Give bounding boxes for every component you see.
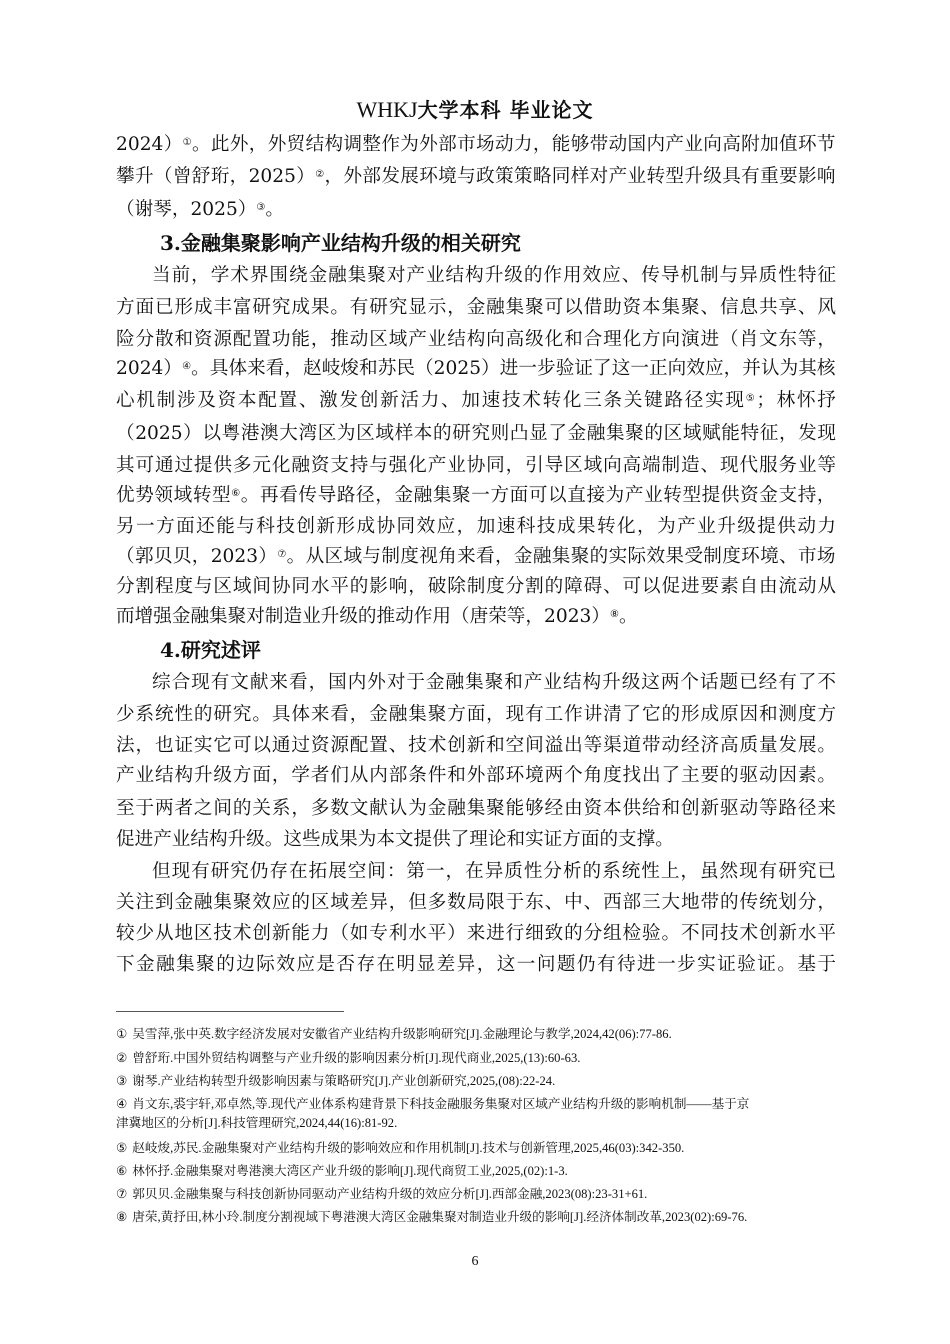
body-line: 当前，学术界围绕金融集聚对产业结构升级的作用效应、传导机制与异质性特征 — [152, 265, 836, 286]
body-line: 险分散和资源配置功能，推动区域产业结构向高级化和合理化方向演进（肖文东等， — [116, 329, 836, 350]
footnote-text: 曾舒珩.中国外贸结构调整与产业升级的影响因素分析[J].现代商业,2025,(13):60-63. — [132, 1051, 581, 1065]
footnote-mark: ② — [116, 1050, 128, 1065]
citation-mark: ① — [182, 137, 192, 148]
body-line: 方面已形成丰富研究成果。有研究显示，金融集聚可以借助资本集聚、信息共享、风 — [116, 297, 836, 318]
citation-mark: ⑥ — [231, 488, 241, 499]
citation-mark: ② — [315, 169, 325, 180]
footnote — [116, 1161, 840, 1181]
footnote-mark: ③ — [116, 1073, 128, 1088]
body-line: 下金融集聚的边际效应是否存在明显差异，这一问题仍有待进一步实证验证。基于 — [116, 954, 836, 975]
body-line: 攀升（曾舒珩，2025）②，外部发展环境与政策策略同样对产业转型升级具有重要影响 — [116, 166, 836, 187]
citation-mark: ⑧ — [610, 609, 619, 620]
body-line: （郭贝贝，2023）⑦。从区域与制度视角来看，金融集聚的实际效果受制度环境、市场 — [116, 546, 836, 567]
body-line: 关注到金融集聚效应的区域差异，但多数局限于东、中、西部三大地带的传统划分， — [116, 892, 836, 913]
footnote — [116, 1071, 840, 1091]
body-line: 优势领域转型⑥。再看传导路径，金融集聚一方面可以直接为产业转型提供资金支持， — [116, 485, 836, 506]
body-line: 其可通过提供多元化融资支持与强化产业协同，引导区域向高端制造、现代服务业等 — [116, 455, 836, 476]
footnote-divider — [116, 1011, 344, 1012]
header-latin: WHKJ — [356, 97, 418, 122]
footnote-mark: ⑥ — [116, 1163, 128, 1178]
footnote — [116, 1184, 840, 1204]
body-line: 而增强金融集聚对制造业升级的推动作用（唐荣等，2023）⑧。 — [116, 606, 638, 627]
footnote-continuation — [116, 1114, 840, 1133]
footnote-mark: ⑤ — [116, 1140, 128, 1155]
body-line: 另一方面还能与科技创新形成协同效应，加速科技成果转化，为产业升级提供动力 — [116, 516, 836, 537]
body-line: 较少从地区技术创新能力（如专利水平）来进行细致的分组检验。不同技术创新水平 — [116, 923, 836, 944]
footnote-text: 谢琴.产业结构转型升级影响因素与策略研究[J].产业创新研究,2025,(08):22-24. — [132, 1074, 556, 1088]
body-line: 少系统性的研究。具体来看，金融集聚方面，现有工作讲清了它的形成原因和测度方 — [116, 704, 836, 725]
page-header — [0, 94, 950, 123]
header-title: 大学本科 毕业论文 — [417, 98, 594, 122]
footnote-text: 林怀抒.金融集聚对粤港澳大湾区产业升级的影响[J].现代商贸工业,2025,(02):1-3. — [132, 1164, 568, 1178]
body-line: （2025）以粤港澳大湾区为区域样本的研究则凸显了金融集聚的区域赋能特征，发现 — [116, 423, 836, 444]
footnote — [116, 1024, 840, 1044]
footnote-text: 吴雪萍,张中英.数字经济发展对安徽省产业结构升级影响研究[J].金融理论与教学,2024,42(06):77-86. — [132, 1027, 672, 1041]
citation-mark: ⑤ — [745, 393, 757, 404]
body-line: 2024）④。具体来看，赵岐焌和苏民（2025）进一步验证了这一正向效应，并认为其核 — [116, 358, 836, 379]
footnote — [116, 1207, 840, 1227]
footnote-mark: ⑧ — [116, 1209, 128, 1224]
footnote-mark: ⑦ — [116, 1186, 128, 1201]
citation-mark: ④ — [182, 361, 192, 372]
body-line: 产业结构升级方面，学者们从内部条件和外部环境两个角度找出了主要的驱动因素。 — [116, 765, 836, 786]
body-line: 分割程度与区域间协同水平的影响，破除制度分割的障碍、可以促进要素自由流动从 — [116, 576, 836, 597]
footnote-text: 郭贝贝.金融集聚与科技创新协同驱动产业结构升级的效应分析[J].西部金融,2023(08):23-31+61. — [132, 1187, 648, 1201]
footnote — [116, 1048, 840, 1068]
citation-mark: ③ — [256, 202, 266, 213]
footnote-mark: ④ — [116, 1096, 128, 1111]
footnote-text: 赵岐焌,苏民.金融集聚对产业结构升级的影响效应和作用机制[J].技术与创新管理,2025,46(03):342-350. — [132, 1141, 685, 1155]
footnote-text: 津冀地区的分析[J].科技管理研究,2024,44(16):81-92. — [116, 1116, 398, 1130]
body-line: （谢琴，2025）③。 — [116, 199, 284, 220]
body-line: 综合现有文献来看，国内外对于金融集聚和产业结构升级这两个话题已经有了不 — [152, 672, 836, 693]
body-line: 心机制涉及资本配置、激发创新活力、加速技术转化三条关键路径实现⑤；林怀抒 — [116, 390, 836, 411]
footnote-text: 唐荣,黄抒田,林小玲.制度分割视域下粤港澳大湾区金融集聚对制造业升级的影响[J].经济体制改革,2023(02):69-76. — [132, 1210, 748, 1224]
body-line: 至于两者之间的关系，多数文献认为金融集聚能够经由资本供给和创新驱动等路径来 — [116, 798, 836, 819]
section-heading-3: 3.金融集聚影响产业结构升级的相关研究 — [160, 231, 521, 255]
footnote-mark: ① — [116, 1026, 128, 1041]
section-heading-4: 4.研究述评 — [160, 638, 261, 662]
body-line: 法，也证实它可以通过资源配置、技术创新和空间溢出等渠道带动经济高质量发展。 — [116, 735, 836, 756]
footnote — [116, 1094, 840, 1114]
body-line: 但现有研究仍存在拓展空间：第一，在异质性分析的系统性上，虽然现有研究已 — [152, 861, 836, 882]
page-number: 6 — [471, 1254, 479, 1269]
body-line: 促进产业结构升级。这些成果为本文提供了理论和实证方面的支撑。 — [116, 829, 674, 850]
citation-mark: ⑦ — [277, 549, 287, 560]
footnote — [116, 1138, 840, 1158]
footnote-text: 肖文东,裘宇轩,邓卓然,等.现代产业体系构建背景下科技金融服务集聚对区域产业结构升级的影响机制——基于京 — [132, 1097, 750, 1111]
body-line: 2024）①。此外，外贸结构调整作为外部市场动力，能够带动国内产业向高附加值环节 — [116, 134, 836, 155]
